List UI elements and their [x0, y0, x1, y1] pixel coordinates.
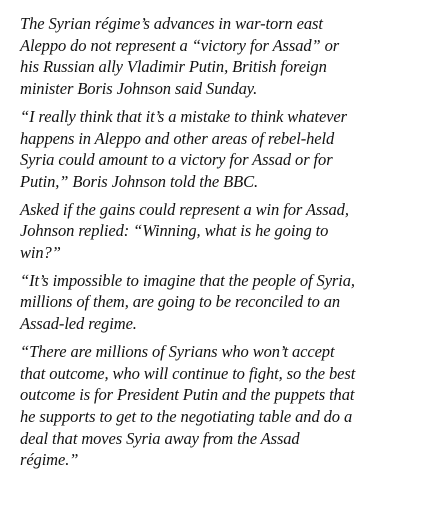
paragraph-line: that outcome, who will continue to fight, so the best [20, 363, 356, 383]
paragraph-johnson-quote [20, 106, 404, 193]
paragraph-line: win?” [20, 243, 61, 263]
paragraph-line: Assad-led regime. [20, 314, 137, 334]
paragraph-line: minister Boris Johnson said Sunday. [20, 79, 258, 99]
paragraph-line: “I really think that it’s a mistake to think whatever [20, 106, 347, 126]
paragraph-line: outcome is for President Putin and the puppets that [20, 385, 355, 405]
paragraph-line: Asked if the gains could represent a win for Assad, [20, 199, 349, 219]
paragraph-line: régime.” [20, 450, 79, 470]
paragraph-line: deal that moves Syria away from the Assad [20, 428, 300, 448]
paragraph-line: his Russian ally Vladimir Putin, British foreign [20, 57, 327, 77]
paragraph-line: “It’s impossible to imagine that the people of Syria, [20, 270, 355, 290]
paragraph-negotiating-table [20, 341, 404, 471]
paragraph-line: Putin,” Boris Johnson told the BBC. [20, 171, 259, 191]
paragraph-line: happens in Aleppo and other areas of rebel-held [20, 128, 335, 148]
paragraph-line: Johnson replied: “Winning, what is he going to [20, 221, 329, 241]
paragraph-line: “There are millions of Syrians who won’t accept [20, 341, 335, 361]
paragraph-impossible-reconcile [20, 270, 404, 335]
paragraph-line: he supports to get to the negotiating table and do a [20, 406, 353, 426]
paragraph-regime-advances [20, 13, 404, 100]
paragraph-line: Syria could amount to a victory for Assad or for [20, 150, 333, 170]
paragraph-line: The Syrian régime’s advances in war-torn east [20, 14, 323, 33]
paragraph-line: Aleppo do not represent a “victory for Assad” or [20, 35, 340, 55]
paragraph-winning-question [20, 199, 404, 264]
paragraph-line: millions of them, are going to be reconciled to an [20, 292, 341, 312]
